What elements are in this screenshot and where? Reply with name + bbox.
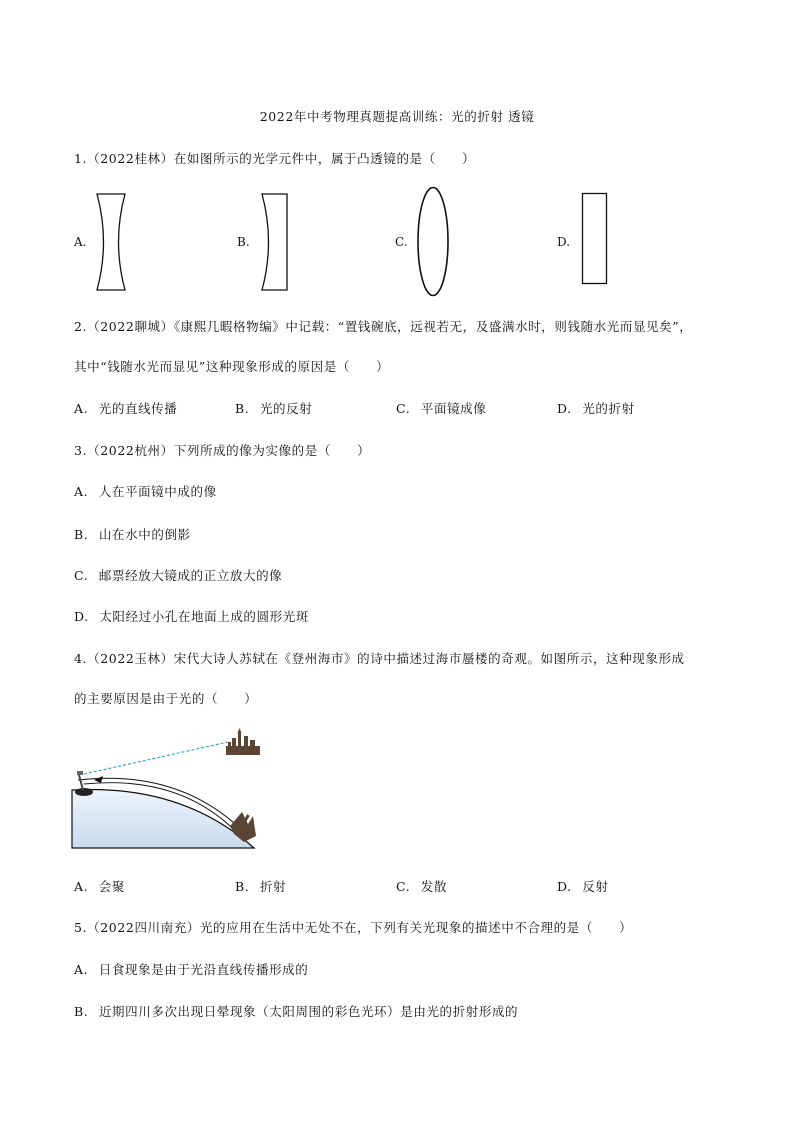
q3-option-c: [74, 568, 282, 584]
q1-option-a-label: A.: [74, 235, 87, 249]
option-letter: A.: [74, 879, 89, 894]
concave-convex-lens-figure: [258, 192, 292, 292]
option-letter: B.: [74, 1004, 89, 1019]
dashed-sight-line: [84, 742, 228, 774]
page-title: 2022年中考物理真题提高训练：光的折射 透镜: [259, 109, 535, 124]
option-text: 光的直线传播: [98, 401, 178, 416]
q5-option-a: [74, 962, 308, 978]
option-text: 邮票经放大镜成的正立放大的像: [98, 568, 283, 583]
arrow-head: [94, 776, 103, 783]
q3-option-d: [74, 609, 309, 625]
option-text: 会聚: [98, 879, 125, 894]
q2-option-c: [396, 401, 486, 417]
option-text: 折射: [259, 879, 287, 894]
q4-option-b: [235, 879, 286, 895]
question-5-stem: 5.（2022四川南充）光的应用在生活中无处不在，下列有关光现象的描述中不合理的是（ ）: [74, 920, 633, 935]
option-letter: D.: [557, 879, 572, 894]
concave-lens-figure: [94, 192, 128, 292]
option-letter: B.: [235, 879, 250, 894]
option-text: 近期四川多次出现日晕现象（太阳周围的彩色光环）是由光的折射形成的: [98, 1004, 519, 1019]
option-letter: C.: [74, 568, 89, 583]
option-letter: A.: [74, 484, 89, 499]
earth-surface: [72, 789, 254, 848]
question-1-stem: 1.（2022桂林）在如图所示的光学元件中，属于凸透镜的是（ ）: [74, 151, 476, 166]
option-letter: C.: [396, 879, 411, 894]
q3-option-b: [74, 527, 191, 543]
q3-option-a: [74, 484, 217, 500]
question-2-stem-line2: 其中“钱随水光而显见”这种现象形成的原因是（ ）: [74, 359, 390, 374]
q5-option-b: [74, 1004, 518, 1020]
option-text: 太阳经过小孔在地面上成的圆形光斑: [99, 609, 309, 624]
q4-option-d: [557, 879, 609, 895]
q2-option-d: [557, 401, 635, 417]
option-text: 山在水中的倒影: [98, 527, 191, 542]
option-letter: D.: [74, 609, 89, 624]
q4-option-c: [396, 879, 447, 895]
option-text: 日食现象是由于光沿直线传播形成的: [98, 962, 309, 977]
option-letter: A.: [74, 962, 89, 977]
q2-option-a: [74, 401, 177, 417]
question-3-stem: 3.（2022杭州）下列所成的像为实像的是（ ）: [74, 443, 371, 458]
option-text: 反射: [582, 879, 609, 894]
mirage-diagram: [72, 728, 262, 850]
q1-option-b-label: B.: [237, 235, 250, 249]
option-text: 平面镜成像: [420, 401, 487, 416]
mirage-city-image: [226, 728, 260, 755]
convex-lens-figure: [415, 185, 451, 298]
option-text: 人在平面镜中成的像: [98, 484, 217, 499]
q2-option-b: [235, 401, 312, 417]
option-letter: B.: [235, 401, 250, 416]
option-text: 光的反射: [259, 401, 313, 416]
q1-option-d-label: D.: [557, 235, 571, 249]
q1-option-c-label: C.: [395, 235, 408, 249]
option-letter: B.: [74, 527, 89, 542]
question-4-stem-line1: 4.（2022玉林）宋代大诗人苏轼在《登州海市》的诗中描述过海市蜃楼的奇观。如图所示，这种现象形成: [74, 651, 685, 666]
q4-option-a: [74, 879, 125, 895]
option-letter: C.: [396, 401, 411, 416]
option-letter: D.: [557, 401, 572, 416]
question-4-stem-line2: 的主要原因是由于光的（ ）: [74, 691, 258, 706]
option-letter: A.: [74, 401, 89, 416]
option-text: 发散: [420, 879, 448, 894]
option-text: 光的折射: [582, 401, 635, 416]
glass-slab-figure: [581, 192, 609, 286]
question-2-stem-line1: 2.（2022聊城）《康熙几暇格物编》中记载：“置钱碗底，远视若无，及盛满水时，则钱随水光而显见矣”，: [74, 319, 693, 334]
